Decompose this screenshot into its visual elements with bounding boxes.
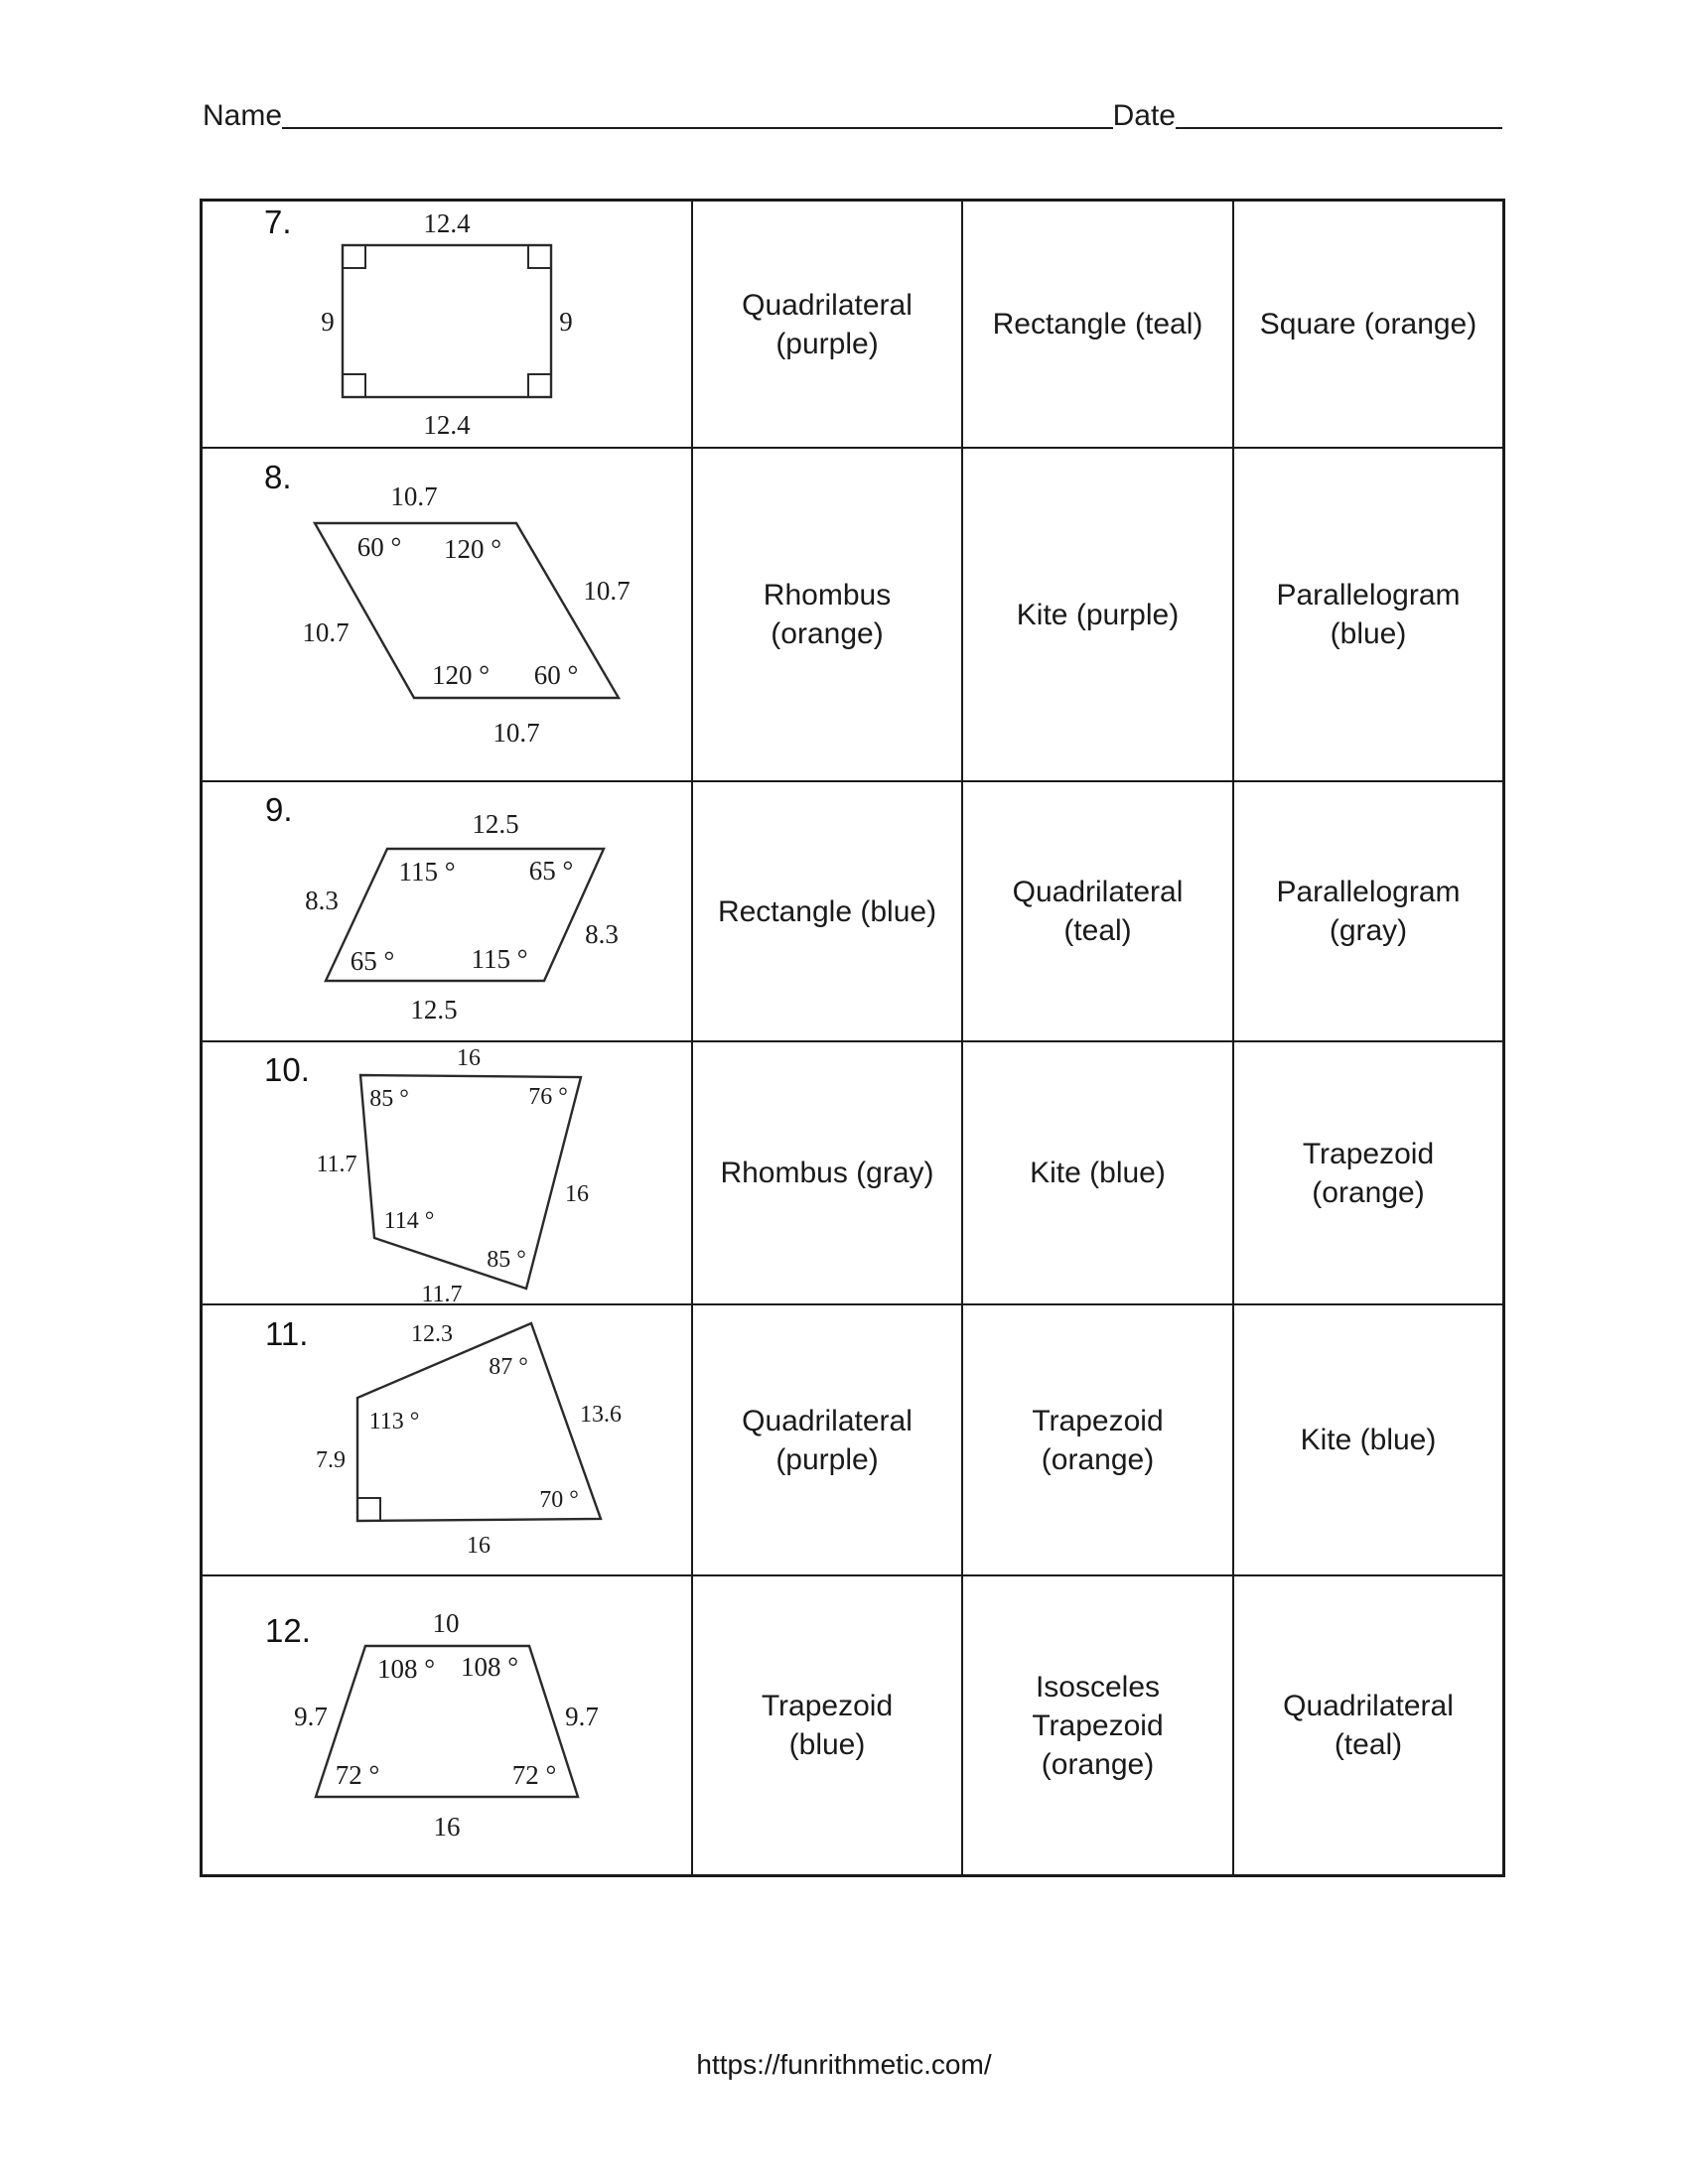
answer-option-line: Trapezoid [1302, 1137, 1435, 1170]
quadrilateral-figure [203, 1305, 693, 1576]
side-label: 9.7 [565, 1702, 599, 1731]
answer-option-line: Trapezoid [1032, 1404, 1164, 1437]
right-angle-marker [357, 1498, 380, 1521]
answer-option [963, 1042, 1234, 1305]
problem-number: 9. [265, 791, 293, 828]
answer-option [693, 782, 963, 1042]
problems-table [200, 199, 1505, 1877]
parallelogram-figure [203, 782, 693, 1042]
date-blank-line [1176, 127, 1502, 129]
answer-option-line: Quadrilateral [1012, 876, 1184, 908]
answer-option [963, 202, 1234, 449]
answer-option-line: (orange) [771, 617, 884, 650]
answer-option-line: (orange) [1041, 1747, 1155, 1781]
side-label: 16 [467, 1533, 491, 1559]
right-angle-marker [343, 245, 365, 268]
problem-number: 11. [265, 1315, 309, 1352]
side-label: 9.7 [294, 1702, 328, 1731]
side-label: 12.5 [472, 809, 519, 839]
side-label: 12.5 [410, 995, 458, 1024]
answer-option-line: (blue) [1330, 617, 1407, 650]
answer-option [1234, 1305, 1502, 1576]
angle-label: 72 ° [335, 1760, 380, 1790]
answer-option [1234, 1576, 1502, 1874]
side-label: 12.4 [423, 208, 471, 238]
side-label: 10.7 [302, 617, 350, 647]
answer-option-line: Trapezoid [761, 1690, 894, 1722]
side-label: 13.6 [580, 1402, 622, 1428]
side-label: 16 [457, 1045, 481, 1071]
side-label: 11.7 [316, 1152, 357, 1177]
angle-label: 72 ° [511, 1760, 557, 1790]
answer-option [693, 1305, 963, 1576]
answer-option-line: (purple) [775, 1442, 879, 1476]
answer-option-line: Quadrilateral [742, 288, 913, 322]
shape-outline [343, 245, 551, 397]
answer-option [1234, 1042, 1502, 1305]
answer-option-line: (teal) [1334, 1728, 1403, 1761]
answer-option [1234, 782, 1502, 1042]
answer-option-line: Kite (purple) [1016, 598, 1180, 631]
side-label: 7.9 [316, 1447, 346, 1473]
trapezoid-figure [203, 1576, 693, 1874]
date-label: Date [1112, 99, 1176, 132]
answer-option [693, 1042, 963, 1305]
angle-label: 60 ° [356, 532, 402, 562]
name-label: Name [203, 99, 283, 132]
angle-label: 113 ° [368, 1409, 420, 1434]
figure-cell-12 [203, 1576, 693, 1874]
figure-cell-7 [203, 202, 693, 449]
answer-option-line: Rectangle (teal) [992, 308, 1203, 341]
figure-cell-8 [203, 449, 693, 782]
answer-option-line: Rhombus (gray) [720, 1157, 934, 1189]
answer-option-line: (blue) [788, 1728, 866, 1761]
right-angle-marker [528, 245, 551, 268]
answer-option-line: Rectangle (blue) [717, 894, 937, 928]
answer-option-line: (purple) [775, 327, 879, 360]
side-label: 8.3 [305, 886, 339, 915]
answer-option-line: Kite (blue) [1300, 1424, 1437, 1456]
side-label: 10.7 [492, 718, 540, 748]
problem-number: 7. [264, 204, 292, 240]
answer-option-line: (teal) [1063, 914, 1132, 947]
figure-cell-10 [203, 1042, 693, 1305]
answer-option-line: (orange) [1041, 1442, 1155, 1476]
answer-option [1234, 202, 1502, 449]
angle-label: 114 ° [383, 1208, 435, 1234]
answer-option-line: Parallelogram [1276, 579, 1461, 612]
rhombus-figure [203, 449, 693, 782]
side-label: 12.4 [423, 410, 471, 440]
angle-label: 76 ° [528, 1084, 568, 1110]
problem-number: 8. [264, 459, 292, 495]
right-angle-marker [343, 374, 365, 397]
side-label: 8.3 [585, 919, 619, 949]
answer-option [963, 1576, 1234, 1874]
figure-cell-9 [203, 782, 693, 1042]
figure-cell-11 [203, 1305, 693, 1576]
answer-option-line: Rhombus [763, 579, 892, 612]
footer [0, 2049, 1688, 2081]
problem-number: 12. [265, 1612, 311, 1649]
answer-option-line: Parallelogram [1276, 876, 1461, 908]
angle-label: 120 ° [431, 660, 491, 690]
angle-label: 108 ° [460, 1652, 519, 1682]
side-label: 11.7 [421, 1282, 463, 1305]
side-label: 16 [565, 1181, 589, 1207]
side-label: 9 [559, 307, 573, 337]
answer-option [693, 449, 963, 782]
angle-label: 108 ° [376, 1654, 436, 1684]
name-blank-line [282, 127, 1113, 129]
footer-url: https://funrithmetic.com/ [696, 2049, 992, 2080]
right-angle-marker [528, 374, 551, 397]
answer-option [693, 1576, 963, 1874]
answer-option-line: Kite (blue) [1030, 1157, 1166, 1189]
angle-label: 115 ° [471, 944, 528, 974]
problem-number: 10. [264, 1051, 310, 1088]
angle-label: 87 ° [489, 1354, 528, 1380]
answer-option-line: Isosceles [1035, 1670, 1161, 1704]
answer-option [963, 782, 1234, 1042]
angle-label: 85 ° [369, 1086, 409, 1112]
answer-option [1234, 449, 1502, 782]
angle-label: 65 ° [350, 946, 395, 976]
angle-label: 85 ° [487, 1247, 526, 1273]
angle-label: 60 ° [533, 660, 579, 690]
angle-label: 65 ° [528, 856, 574, 886]
answer-option [693, 202, 963, 449]
answer-option-line: Square (orange) [1259, 308, 1477, 341]
answer-option-line: Trapezoid [1032, 1708, 1164, 1742]
side-label: 9 [321, 307, 335, 337]
answer-option-line: Quadrilateral [742, 1404, 913, 1437]
answer-option [963, 1305, 1234, 1576]
side-label: 12.3 [411, 1321, 453, 1347]
answer-option-line: Quadrilateral [1283, 1690, 1454, 1722]
angle-label: 120 ° [443, 534, 502, 564]
rectangle-figure [203, 202, 693, 449]
side-label: 16 [433, 1812, 461, 1842]
answer-option-line: (orange) [1312, 1175, 1425, 1209]
angle-label: 115 ° [398, 857, 456, 887]
side-label: 10.7 [583, 576, 631, 606]
angle-label: 70 ° [539, 1487, 579, 1513]
header [203, 95, 1502, 133]
answer-option [963, 449, 1234, 782]
answer-option-line: (gray) [1329, 914, 1408, 947]
side-label: 10 [432, 1608, 460, 1638]
side-label: 10.7 [390, 481, 438, 511]
quadrilateral-figure [203, 1042, 693, 1305]
